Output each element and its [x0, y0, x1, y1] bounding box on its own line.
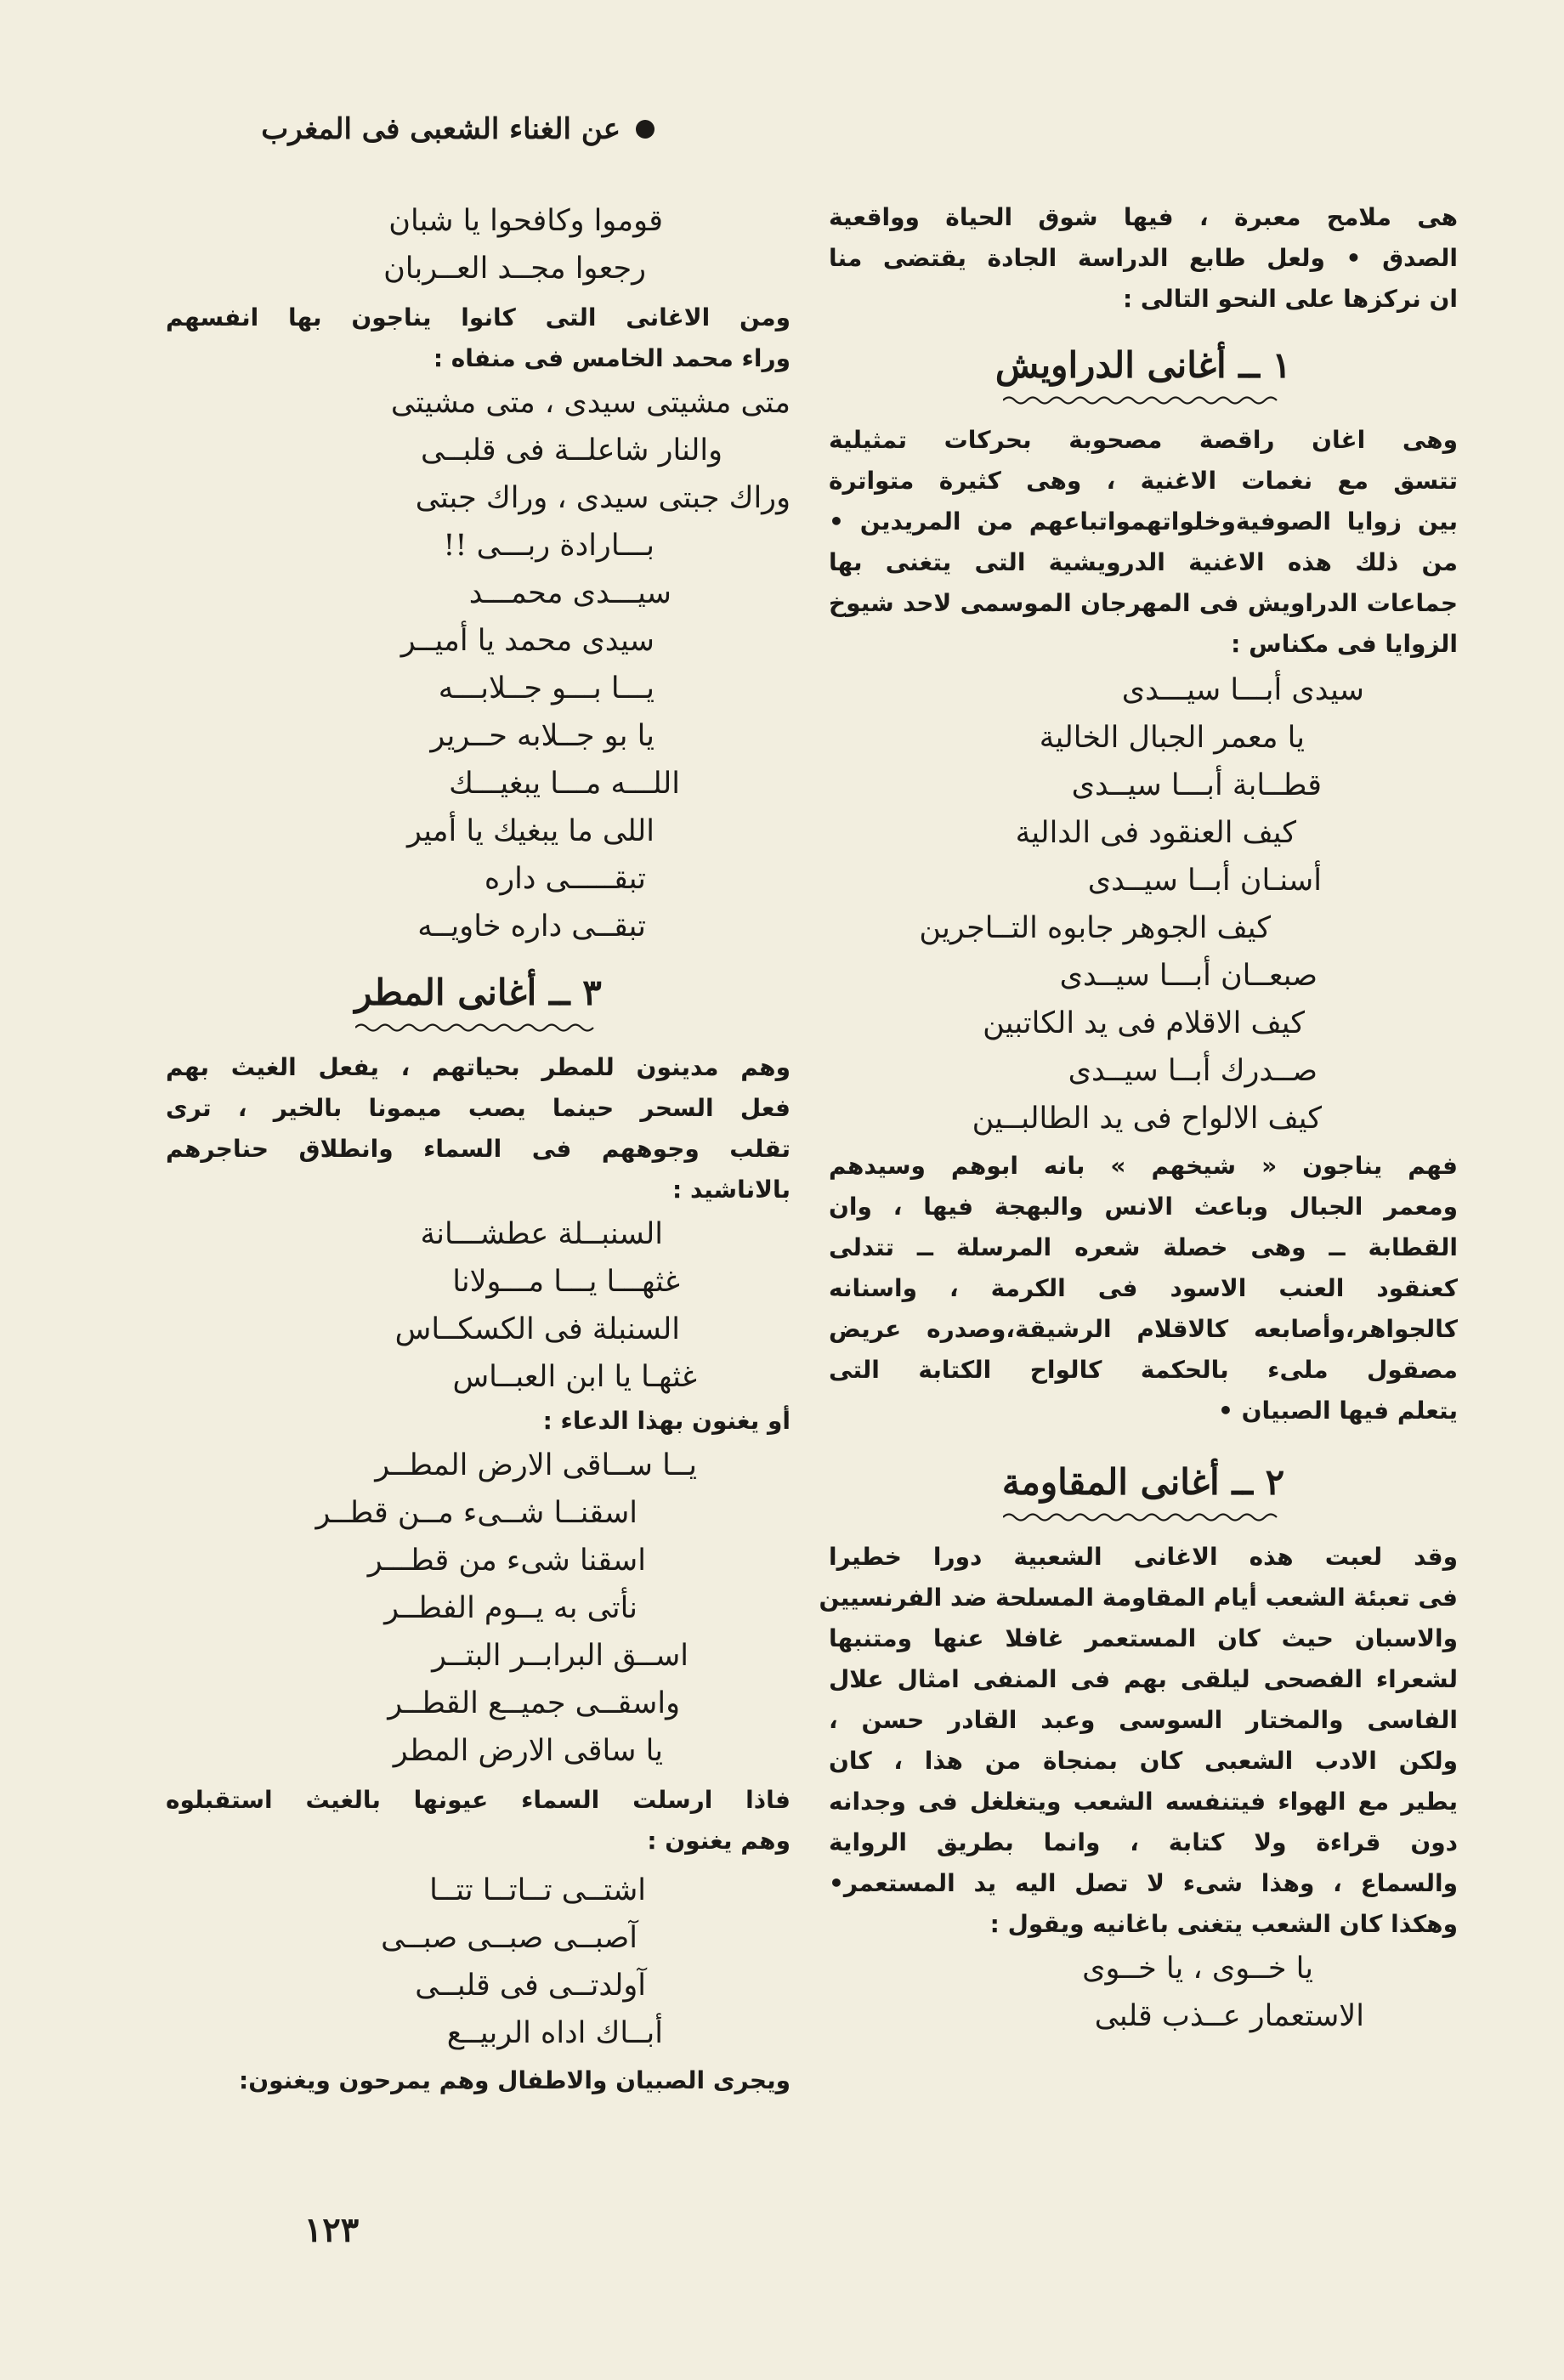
text-line: فى تعبئة الشعب أيام المقاومة المسلحة ضد الفرنسيين [819, 1584, 1458, 1612]
text-line: ولكن الادب الشعبى كان بمنجاة من هذا ، كان [829, 1747, 1458, 1775]
rain-paragraph [166, 1047, 790, 1210]
text-line: القطابة ــ وهى خصلة شعره المرسلة ــ تتدلى [829, 1233, 1458, 1261]
verse-line: اللـــه مـــا يبغيـــك [449, 767, 680, 801]
text-line: الصدق • ولعل طابع الدراسة الجادة يقتضى منا [829, 244, 1458, 272]
verse-line: يا بو جــلابه حــرير [430, 719, 654, 753]
resistance-poem-continued [166, 197, 790, 292]
resistance-poem [829, 1945, 1458, 2040]
text-line: لشعراء الفصحى ليلقى بهم فى المنفى امثال علال [829, 1665, 1458, 1693]
text-line: فاذا ارسلت السماء عيونها بالغيث استقبلوه [166, 1786, 790, 1814]
verse-line: يا معمر الجبال الخالية [1039, 721, 1305, 755]
verse-line: كيف الاقلام فى يد الكاتبين [983, 1006, 1305, 1040]
verse-line: تبقــى داره خاويــه [417, 910, 646, 944]
verse-line: صــدرك أبــا سيــدى [1068, 1054, 1318, 1088]
verse-line: يــا ســاقى الارض المطــر [375, 1448, 697, 1482]
text-line: تتسق مع نغمات الاغنية ، وهى كثيرة متواترة [829, 467, 1458, 495]
verse-line: السنبــلة عطشـــانة [420, 1217, 663, 1251]
dervishes-paragraph [829, 420, 1458, 665]
intro-paragraph [829, 197, 1458, 320]
text-line: كعنقود العنب الاسود فى الكرمة ، واسنانه [829, 1274, 1458, 1302]
verse-line: قطــابة أبـــا سيــدى [1071, 768, 1322, 802]
text-line: الزوايا فى مكناس : [1231, 630, 1458, 658]
exile-poem [166, 379, 790, 950]
verse-line: اســق البرابــر البتــر [432, 1639, 688, 1673]
left-column [166, 197, 790, 2101]
section-heading-rain: ٣ ــ أغانى المطر [354, 972, 602, 1013]
verse-line: نأتى به يــوم الفطــر [384, 1591, 638, 1625]
wavy-underline-icon [355, 1022, 602, 1034]
bullet-icon [636, 120, 654, 139]
verse-line: يـــا بـــو جــلابـــه [438, 672, 654, 706]
text-line: جماعات الدراويش فى المهرجان الموسمى لاحد شيوخ [829, 589, 1458, 617]
verse-line: أبــاك اداه الربيــع [446, 2016, 663, 2050]
section-heading-dervishes: ١ ــ أغانى الدراويش [994, 344, 1292, 386]
verse-line: سيدى أبـــا سيـــدى [1121, 673, 1364, 707]
text-line: وهى اغان راقصة مصحوبة بحركات تمثيلية [829, 426, 1458, 454]
verse-line: السنبلة فى الكسكــاس [394, 1312, 680, 1346]
resistance-paragraph [819, 1537, 1458, 1945]
text-line: ومعمر الجبال وباعث الانس والبهجة فيها ، وان [829, 1193, 1458, 1221]
verse-line: كيف الجوهر جابوه التــاجرين [919, 911, 1271, 945]
text-line: فهم يناجون « شيخهم » بانه ابوهم وسيدهم [829, 1152, 1458, 1180]
verse-line: آولدتــى فى قلبــى [415, 1969, 646, 2003]
rain-poem-3 [166, 1867, 790, 2057]
verse-line: واسقــى جميــع القطــر [388, 1686, 680, 1720]
text-line: ويجرى الصبيان والاطفال وهم يمرحون ويغنون: [239, 2066, 790, 2094]
children-paragraph [166, 2060, 790, 2101]
verse-line: سيدى محمد يا أميــر [400, 624, 654, 658]
text-line: دون قراءة ولا كتابة ، وانما بطريق الرواية [829, 1828, 1458, 1856]
text-line: ان نركزها على النحو التالى : [1122, 285, 1458, 313]
text-line: أو يغنون بهذا الدعاء : [542, 1407, 790, 1435]
verse-line: وراك جبتى سيدى ، وراك جبتى [415, 481, 790, 515]
wavy-underline-icon [1003, 1511, 1284, 1523]
rain-prayer-intro [166, 1401, 790, 1442]
text-line: وراء محمد الخامس فى منفاه : [433, 344, 790, 372]
text-line: وهكذا كان الشعب يتغنى باغانيه ويقول : [989, 1910, 1458, 1938]
verse-line: أسنـان أبــا سيــدى [1087, 864, 1322, 898]
page-number: ١٢٣ [303, 2210, 360, 2250]
right-column [819, 197, 1458, 2040]
verse-line: رجعوا مجــد العــربان [383, 252, 646, 286]
verse-line: والنار شاعلــة فى قلبــى [421, 434, 722, 468]
text-line: يطير مع الهواء فيتنفسه الشعب ويتغلغل فى وجدانه [829, 1788, 1458, 1816]
verse-line: صبعــان أبـــا سيــدى [1059, 959, 1318, 993]
text-line: الفاسى والمختار السوسى وعبد القادر حسن ، [829, 1706, 1458, 1734]
text-line: بين زوايا الصوفيةوخلواتهمواتباعهم من المريدين • [829, 507, 1458, 536]
verse-line: اسقنــا شــىء مــن قطــر [315, 1496, 638, 1530]
text-line: وقد لعبت هذه الاغانى الشعبية دورا خطيرا [829, 1543, 1458, 1571]
verse-line: اللى ما يبغيك يا أمير [406, 814, 654, 848]
text-line: وهم مدينون للمطر بحياتهم ، يفعل الغيث بهم [166, 1053, 790, 1081]
verse-line: بـــارادة ربـــى !! [443, 529, 654, 563]
text-line: والسماع ، وهذا شىء لا تصل اليه يد المستعمر• [829, 1869, 1458, 1897]
header-title: عن الغناء الشعبى فى المغرب [261, 112, 620, 146]
text-line: بالاناشيد : [672, 1176, 790, 1204]
text-line: ومن الاغانى التى كانوا يناجون بها انفسهم [166, 303, 790, 332]
text-line: والاسبان حيث كان المستعمر غافلا عنها ومتنبها [829, 1624, 1458, 1652]
verse-line: غثهـا يا ابن العبــاس [452, 1360, 697, 1394]
rain-poem-1 [166, 1210, 790, 1401]
verse-line: اشتــى تــاتــا تتــا [429, 1873, 646, 1907]
text-line: فعل السحر حينما يصب ميمونا بالخير ، ترى [166, 1094, 790, 1122]
text-line: يتعلم فيها الصبيان • [1217, 1397, 1458, 1425]
running-header [212, 104, 654, 155]
text-line: هى ملامح معبرة ، فيها شوق الحياة وواقعية [829, 203, 1458, 231]
rain-welcome-paragraph [166, 1780, 790, 1862]
wavy-underline-icon [1003, 394, 1284, 406]
verse-line: غثهـــا يـــا مـــولانا [452, 1265, 680, 1299]
verse-line: يا خــوى ، يا خــوى [1082, 1952, 1313, 1986]
verse-line: يا ساقى الارض المطر [393, 1734, 663, 1768]
verse-line: آصبــى صبــى صبــى [381, 1921, 638, 1955]
verse-line: تبقـــــى داره [484, 862, 646, 896]
section-heading-resistance: ٢ ــ أغانى المقاومة [1001, 1461, 1285, 1503]
text-line: تقلب وجوههم فى السماء وانطلاق حناجرهم [166, 1135, 790, 1163]
verse-line: اسقنا شىء من قطـــر [367, 1544, 646, 1578]
text-line: كالجواهر،وأصابعه كالاقلام الرشيقة،وصدره عريض [829, 1315, 1458, 1343]
text-line: وهم يغنون : [647, 1827, 790, 1855]
verse-line: متى مشيتى سيدى ، متى مشيتى [390, 386, 790, 420]
verse-line: سيـــدى محمـــد [468, 576, 672, 610]
verse-line: كيف الالواح فى يد الطالبــين [972, 1102, 1322, 1136]
verse-line: قوموا وكافحوا يا شبان [388, 204, 663, 238]
dervishes-poem [829, 666, 1458, 1142]
exile-paragraph [166, 298, 790, 379]
verse-line: كيف العنقود فى الدالية [1015, 816, 1296, 850]
text-line: من ذلك هذه الاغنية الدرويشية التى يتغنى بها [829, 548, 1458, 576]
dervishes-commentary [829, 1146, 1458, 1431]
rain-poem-2 [166, 1442, 790, 1775]
verse-line: الاستعمار عــذب قلبى [1094, 1999, 1364, 2033]
text-line: مصقول ملىء بالحكمة كالواح الكتابة التى [829, 1356, 1458, 1384]
